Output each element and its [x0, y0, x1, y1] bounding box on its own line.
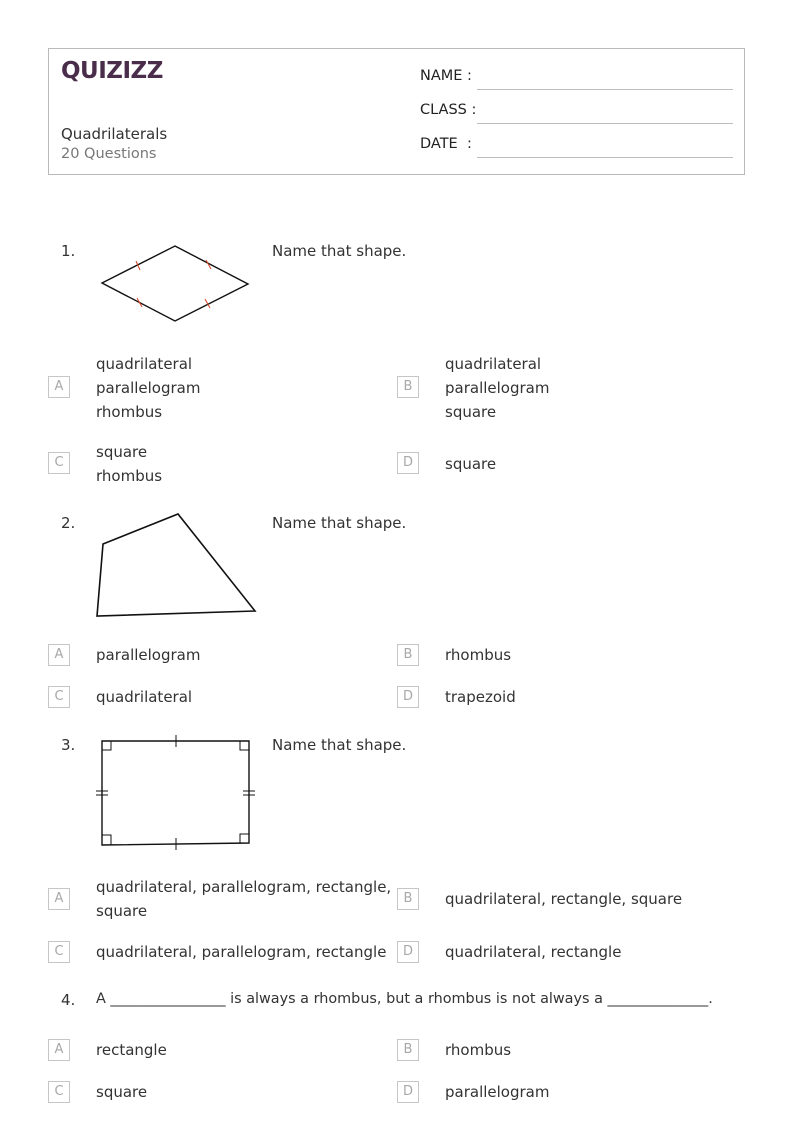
- option-a-text[interactable]: quadrilateral, parallelogram, rectangle, square: [96, 878, 392, 920]
- option-b-box[interactable]: B: [397, 1039, 419, 1061]
- question-number: 1.: [61, 242, 76, 260]
- option-a-text[interactable]: rectangle: [96, 1041, 167, 1059]
- question-text: Name that shape.: [272, 514, 407, 532]
- option-d-box[interactable]: D: [397, 686, 419, 708]
- option-b-box[interactable]: B: [397, 888, 419, 910]
- option-a-box[interactable]: A: [48, 888, 70, 910]
- question-count: 20 Questions: [61, 146, 157, 162]
- name-label: NAME :: [420, 68, 472, 84]
- date-label: DATE :: [420, 136, 472, 152]
- option-a-box[interactable]: A: [48, 644, 70, 666]
- option-a-box[interactable]: A: [48, 376, 70, 398]
- option-d-text[interactable]: square: [445, 455, 497, 473]
- option-a-box[interactable]: A: [48, 1039, 70, 1061]
- worksheet-title: Quadrilaterals: [61, 125, 168, 143]
- option-c-text[interactable]: square rhombus: [96, 443, 163, 485]
- option-c-box[interactable]: C: [48, 452, 70, 474]
- option-c-box[interactable]: C: [48, 686, 70, 708]
- option-c-box[interactable]: C: [48, 941, 70, 963]
- option-c-text[interactable]: quadrilateral, parallelogram, rectangle: [96, 943, 387, 961]
- option-d-text[interactable]: quadrilateral, rectangle: [445, 943, 622, 961]
- option-d-text[interactable]: trapezoid: [445, 688, 516, 706]
- question-number: 4.: [61, 991, 76, 1009]
- option-d-box[interactable]: D: [397, 941, 419, 963]
- option-b-text[interactable]: quadrilateral parallelogram square: [445, 355, 550, 421]
- option-c-text[interactable]: square: [96, 1083, 148, 1101]
- option-b-text[interactable]: quadrilateral, rectangle, square: [445, 890, 683, 908]
- option-b-text[interactable]: rhombus: [445, 646, 512, 664]
- option-c-text[interactable]: quadrilateral: [96, 688, 193, 706]
- option-d-box[interactable]: D: [397, 452, 419, 474]
- option-d-box[interactable]: D: [397, 1081, 419, 1103]
- option-b-text[interactable]: rhombus: [445, 1041, 512, 1059]
- question-text: A ________________ is always a rhombus, but a rhombus is not always a ______________.: [96, 991, 713, 1007]
- quizizz-logo: QUIZIZZ: [61, 58, 163, 84]
- option-a-text[interactable]: parallelogram: [96, 646, 201, 664]
- option-b-box[interactable]: B: [397, 376, 419, 398]
- question-text: Name that shape.: [272, 736, 407, 754]
- class-label: CLASS :: [420, 102, 477, 118]
- option-d-text[interactable]: parallelogram: [445, 1083, 550, 1101]
- option-b-box[interactable]: B: [397, 644, 419, 666]
- option-c-box[interactable]: C: [48, 1081, 70, 1103]
- question-number: 2.: [61, 514, 76, 532]
- question-text: Name that shape.: [272, 242, 407, 260]
- question-number: 3.: [61, 736, 76, 754]
- option-a-text[interactable]: quadrilateral parallelogram rhombus: [96, 355, 201, 421]
